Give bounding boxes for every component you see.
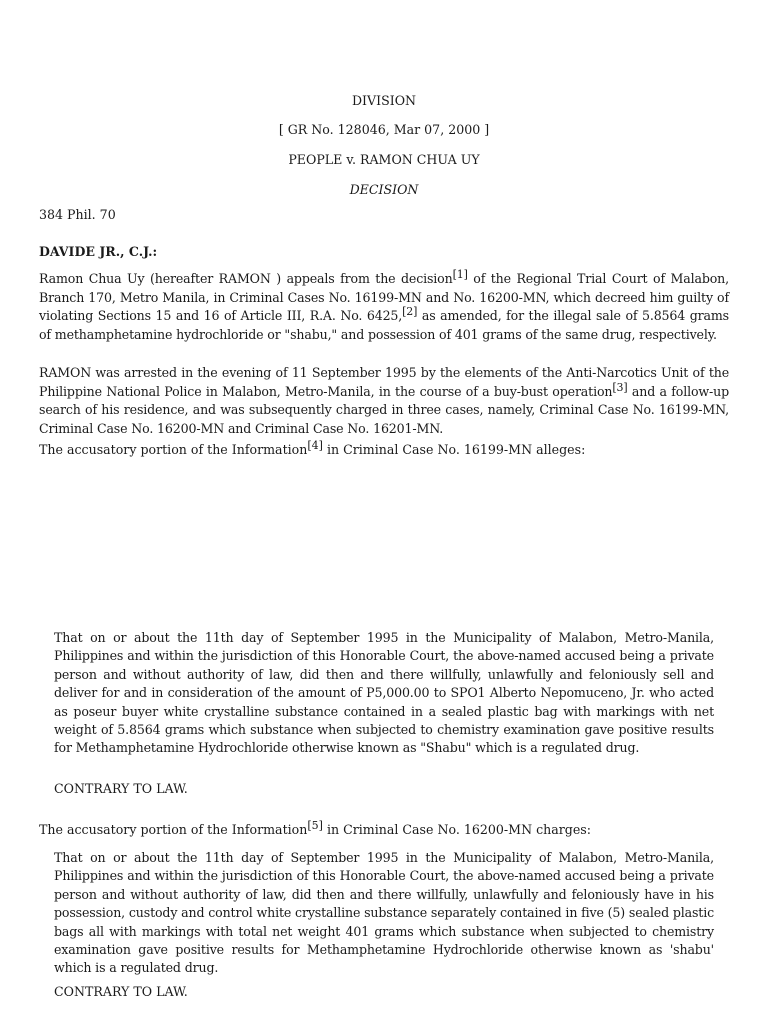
footnote-ref-4[interactable]: [4]	[307, 439, 323, 452]
case-title: PEOPLE v. RAMON CHUA UY	[288, 152, 480, 167]
division-heading: DIVISION	[351, 93, 417, 108]
footnote-ref-5[interactable]: [5]	[307, 819, 323, 832]
paragraph-2	[39, 364, 729, 438]
gr-number: [ GR No. 128046, Mar 07, 2000 ]	[278, 122, 490, 137]
paragraph-4-text-a: The accusatory portion of the Information	[39, 822, 308, 837]
paragraph-2-text-a: RAMON was arrested in the evening of 11 September 1995 by the elements of the Anti-Narcotics Unit of the Philippine National Police in Malabon, Metro-Manila, in the course of a buy-bust operation	[39, 365, 729, 399]
ponente: DAVIDE JR., C.J.:	[39, 244, 158, 259]
paragraph-1	[39, 270, 729, 344]
paragraph-3-text-a: The accusatory portion of the Information	[39, 442, 308, 457]
contrary-to-law-2: CONTRARY TO LAW.	[54, 984, 188, 999]
information-quote-1: That on or about the 11th day of September 1995 in the Municipality of Malabon, Metro-Manila, Philippines and within the jurisdiction of this Honorable Court, the above-named accused being a private person and without authority of law, did then and there willfully, unlawfully and feloniously sell and deliver for and in consideration of the amount of P5,000.00 to SPO1 Alberto Nepomuceno, Jr. who acted as poseur buyer white crystalline substance contained in a sealed plastic bag with markings with net weight of 5.8564 grams which substance when subjected to chemistry examination gave positive results for Methamphetamine Hydrochloride otherwise known as "Shabu" which is a regulated drug.	[54, 630, 714, 756]
contrary-to-law-1: CONTRARY TO LAW.	[54, 781, 188, 796]
information-quote-2: That on or about the 11th day of September 1995 in the Municipality of Malabon, Metro-Manila, Philippines and within the jurisdiction of this Honorable Court, the above-named accused being a private person and without authority of law, did then and there willfully, unlawfully and feloniously have in his possession, custody and control white crystalline substance separately contained in five (5) sealed plastic bags all with markings with total net weight 401 grams which substance when subjected to chemistry examination gave positive results for Methamphetamine Hydrochloride otherwise known as 'shabu' which is a regulated drug.	[54, 850, 714, 976]
paragraph-4-text-b: in Criminal Case No. 16200-MN charges:	[322, 822, 592, 837]
paragraph-1-text-c: as amended, for the illegal sale of 5.8564 grams of methamphetamine hydrochloride or "shabu," and possession of 401 grams of the same drug, respectively.	[39, 308, 729, 342]
citation: 384 Phil. 70	[39, 207, 116, 222]
paragraph-4	[39, 821, 591, 839]
decision-label: DECISION	[349, 182, 419, 197]
footnote-ref-2[interactable]: [2]	[402, 305, 418, 319]
paragraph-3	[39, 441, 585, 459]
paragraph-3-text-b: in Criminal Case No. 16199-MN alleges:	[322, 442, 586, 457]
paragraph-1-text-a: Ramon Chua Uy (hereafter RAMON ) appeals from the decision	[39, 271, 453, 286]
paragraph-1-text-b: of the Regional Trial Court of Malabon, Branch 170, Metro Manila, in Criminal Cases No. 16199-MN and No. 16200-MN, which decreed him guilty of violating Sections 15 and 16 of Article III, R.A. No. 6425,	[39, 271, 729, 324]
paragraph-2-text-b: and a follow-up search of his residence, and was subsequently charged in three cases, namely, Criminal Case No. 16199-MN, Criminal Case No. 16200-MN and Criminal Case No. 16201-MN.	[39, 383, 730, 436]
footnote-ref-1[interactable]: [1]	[452, 268, 468, 281]
footnote-ref-3[interactable]: [3]	[612, 380, 628, 394]
